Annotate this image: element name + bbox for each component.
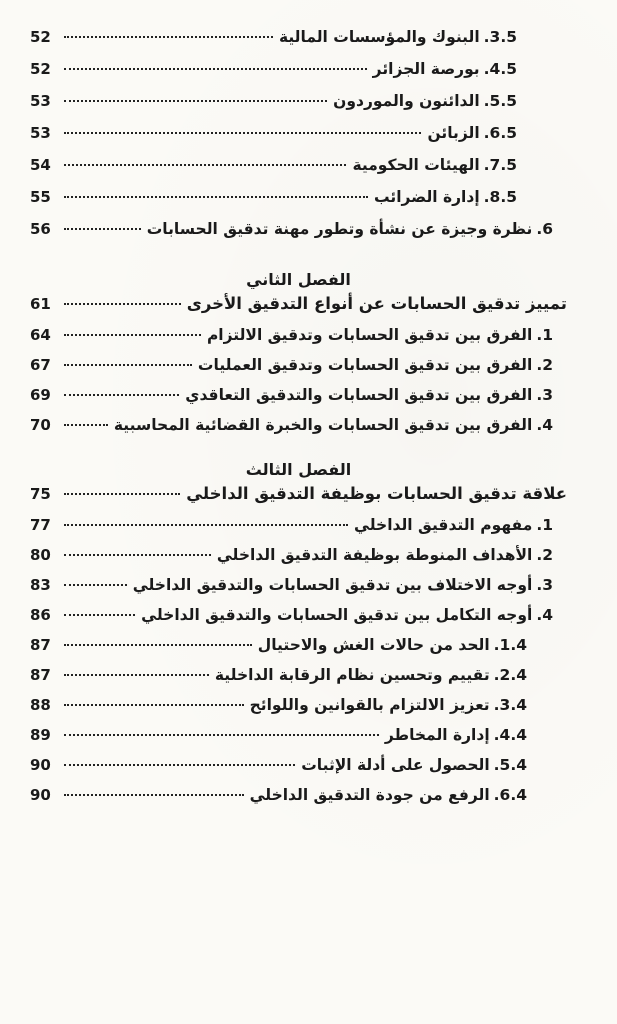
entry-number: 3.4. [493,696,527,714]
entry-page-number: 56 [30,220,51,238]
dot-leader [64,364,192,366]
dot-leader [64,764,295,766]
toc-entry [30,606,567,636]
toc-entry [30,546,567,576]
entry-title: الحد من حالات الغش والاحتيال [257,636,490,654]
entry-number: 5.5. [483,92,517,110]
dot-leader [64,100,327,102]
chapter-title-entry [30,294,567,326]
entry-page-number: 53 [30,92,51,110]
entry-title: الفرق بين تدقيق الحسابات وتدقيق الالتزام [206,326,533,344]
entry-page-number: 87 [30,636,51,654]
toc-subentry [30,786,567,816]
entry-title: الهيئات الحكومية [352,156,480,174]
toc-entry [30,516,567,546]
entry-page-number: 64 [30,326,51,344]
entry-page-number: 52 [30,28,51,46]
entry-number: 3. [536,576,553,594]
entry-page-number: 90 [30,756,51,774]
dot-leader [64,644,252,646]
chapter-heading: الفصل الثاني [246,270,351,289]
toc-entry [30,124,567,156]
entry-page-number: 77 [30,516,51,534]
toc-entry [30,356,567,386]
toc-entry [30,326,567,356]
spacer [30,252,567,270]
entry-title: إدارة المخاطر [384,726,490,744]
entry-number: 2. [536,546,553,564]
toc-entry [30,188,567,220]
entry-number: 1. [536,516,553,534]
toc-entry [30,220,567,252]
toc-entry [30,416,567,446]
entry-page-number: 75 [30,485,51,503]
entry-page-number: 55 [30,188,51,206]
dot-leader [64,394,179,396]
entry-number: 1. [536,326,553,344]
toc-entry [30,576,567,606]
entry-number: 6.5. [483,124,517,142]
entry-page-number: 89 [30,726,51,744]
dot-leader [64,614,135,616]
dot-leader [64,493,180,495]
toc-subentry [30,666,567,696]
dot-leader [64,303,181,305]
entry-title: البنوك والمؤسسات المالية [278,28,480,46]
entry-title: نظرة وجيزة عن نشأة وتطور مهنة تدقيق الحسابات [146,220,533,238]
entry-title: أوجه التكامل بين تدقيق الحسابات والتدقيق الداخلي [141,606,533,624]
toc-entry [30,386,567,416]
dot-leader [64,794,244,796]
chapter-title-entry [30,484,567,516]
entry-title: الفرق بين تدقيق الحسابات والخبرة القضائية المحاسبية [113,416,533,434]
dot-leader [64,68,367,70]
dot-leader [64,196,368,198]
entry-page-number: 61 [30,295,51,313]
entry-page-number: 54 [30,156,51,174]
entry-title: بورصة الجزائر [372,60,480,78]
entry-number: 4.4. [493,726,527,744]
dot-leader [64,524,348,526]
toc-subentry [30,696,567,726]
entry-number: 3.5. [483,28,517,46]
entry-page-number: 67 [30,356,51,374]
dot-leader [64,554,211,556]
chapter-heading: الفصل الثالث [245,460,352,479]
entry-page-number: 87 [30,666,51,684]
dot-leader [64,704,244,706]
entry-number: 2.4. [493,666,527,684]
entry-title: الرفع من جودة التدقيق الداخلي [249,786,490,804]
entry-page-number: 90 [30,786,51,804]
dot-leader [64,228,141,230]
entry-title: الأهداف المنوطة بوظيفة التدقيق الداخلي [216,546,533,564]
toc-entry [30,92,567,124]
dot-leader [64,334,201,336]
entry-number: 6.4. [493,786,527,804]
entry-title: الفرق بين تدقيق الحسابات والتدقيق التعاقدي [185,386,533,404]
toc-subentry [30,756,567,786]
entry-title: إدارة الضرائب [374,188,480,206]
entry-title: مفهوم التدقيق الداخلي [354,516,533,534]
entry-page-number: 69 [30,386,51,404]
entry-number: 1.4. [493,636,527,654]
entry-number: 8.5. [483,188,517,206]
toc-entry [30,156,567,188]
entry-title: الدائنون والموردون [333,92,480,110]
entry-number: 4. [536,606,553,624]
entry-number: 6. [536,220,553,238]
chapter-title: تمييز تدقيق الحسابات عن أنواع التدقيق الأخرى [186,294,567,313]
entry-title: تعزيز الالتزام بالقوانين واللوائح [249,696,490,714]
entry-number: 7.5. [483,156,517,174]
entry-number: 3. [536,386,553,404]
entry-title: أوجه الاختلاف بين تدقيق الحسابات والتدقيق الداخلي [132,576,533,594]
spacer [30,446,567,460]
dot-leader [64,584,127,586]
toc-entry [30,28,567,60]
entry-title: الفرق بين تدقيق الحسابات وتدقيق العمليات [197,356,533,374]
dot-leader [64,164,346,166]
dot-leader [64,132,421,134]
toc-entry [30,60,567,92]
entry-title: الحصول على أدلة الإثبات [301,756,490,774]
entry-number: 2. [536,356,553,374]
toc-subentry [30,636,567,666]
entry-page-number: 70 [30,416,51,434]
toc-subentry [30,726,567,756]
dot-leader [64,424,108,426]
dot-leader [64,674,209,676]
entry-number: 4. [536,416,553,434]
entry-page-number: 80 [30,546,51,564]
entry-page-number: 83 [30,576,51,594]
dot-leader [64,734,379,736]
entry-number: 5.4. [493,756,527,774]
entry-page-number: 88 [30,696,51,714]
dot-leader [64,36,273,38]
table-of-contents [30,28,567,816]
entry-page-number: 52 [30,60,51,78]
entry-page-number: 86 [30,606,51,624]
entry-title: الزبائن [427,124,480,142]
entry-number: 4.5. [483,60,517,78]
chapter-title: علاقة تدقيق الحسابات بوظيفة التدقيق الداخلي [186,484,567,503]
entry-page-number: 53 [30,124,51,142]
entry-title: تقييم وتحسين نظام الرقابة الداخلية [214,666,490,684]
